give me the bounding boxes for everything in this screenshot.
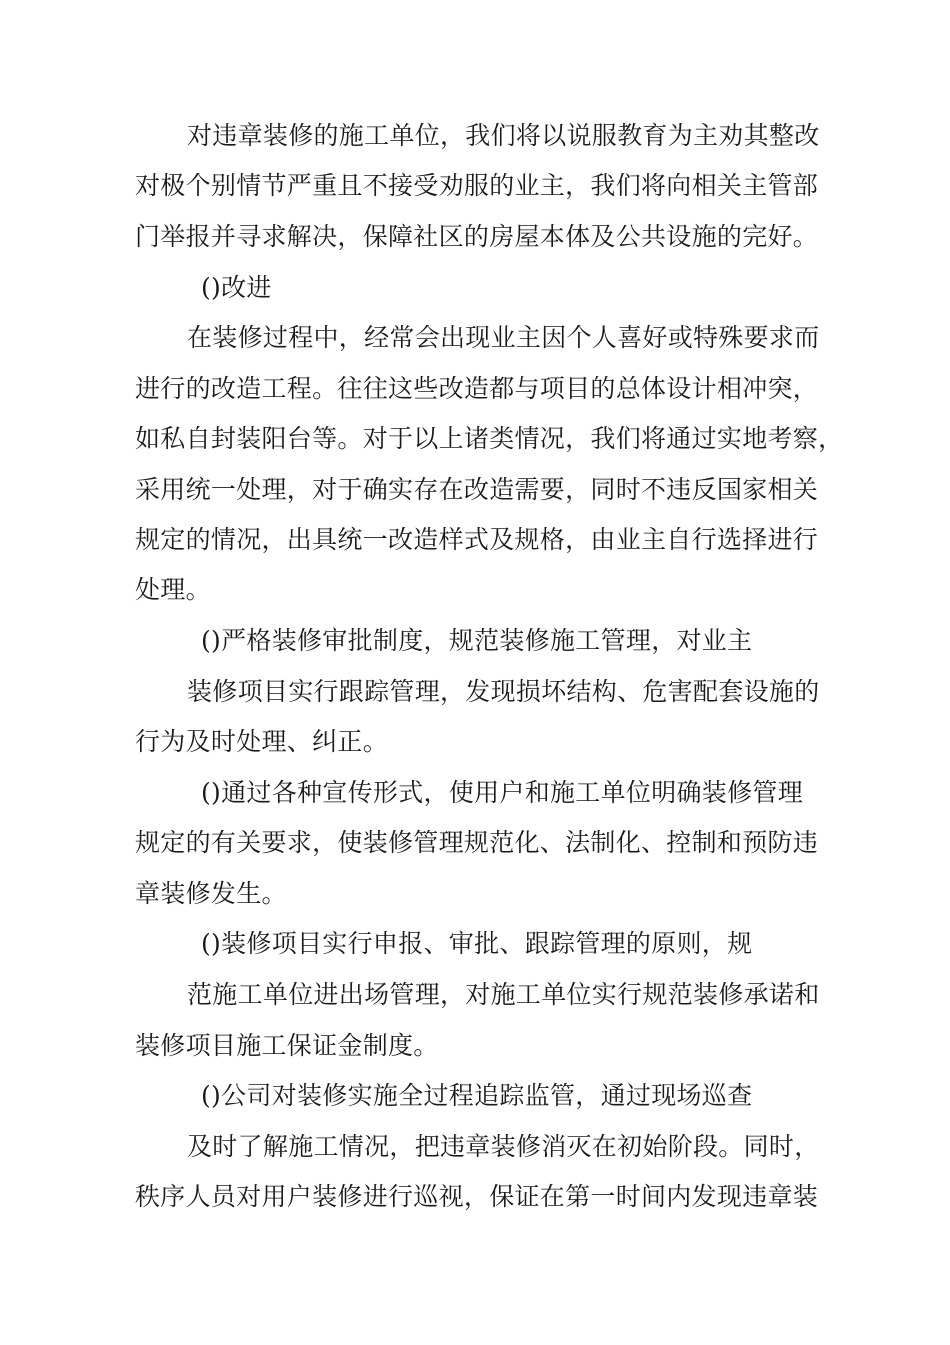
text-line: 行为及时处理、纠正。 [135, 727, 389, 756]
text-line: 装修项目实行跟踪管理，发现损坏结构、危害配套设施的 [187, 677, 820, 706]
section-heading: ()改进 [201, 273, 272, 302]
text-line: ()装修项目实行申报、审批、跟踪管理的原则，规 [201, 929, 753, 958]
text-line: 规定的情况，出具统一改造样式及规格，由业主自行选择进行 [135, 525, 819, 554]
text-line: 章装修发生。 [135, 879, 287, 908]
text-line: 处理。 [135, 575, 211, 604]
text-line: 门举报并寻求解决，保障社区的房屋本体及公共设施的完好。 [135, 222, 819, 251]
text-line: 及时了解施工情况，把违章装修消灭在初始阶段。同时， [187, 1132, 820, 1161]
text-line: 范施工单位进出场管理，对施工单位实行规范装修承诺和 [187, 980, 820, 1009]
text-line: 对极个别情节严重且不接受劝服的业主，我们将向相关主管部 [135, 171, 819, 200]
text-line: 进行的改造工程。往往这些改造都与项目的总体设计相冲突， [135, 374, 819, 403]
text-line: 在装修过程中，经常会出现业主因个人喜好或特殊要求而 [187, 323, 820, 352]
text-line: 规定的有关要求，使装修管理规范化、法制化、控制和预防违 [135, 828, 819, 857]
text-line: ()公司对装修实施全过程追踪监管，通过现场巡查 [201, 1081, 753, 1110]
text-line: 装修项目施工保证金制度。 [135, 1031, 439, 1060]
text-line: 对违章装修的施工单位，我们将以说服教育为主劝其整改 [187, 121, 820, 150]
text-line: 秩序人员对用户装修进行巡视，保证在第一时间内发现违章装 [135, 1182, 819, 1211]
text-line: 采用统一处理，对于确实存在改造需要，同时不违反国家相关 [135, 475, 819, 504]
text-line: ()通过各种宣传形式，使用户和施工单位明确装修管理 [201, 778, 804, 807]
text-line: 如私自封装阳台等。对于以上诸类情况，我们将通过实地考察， [135, 424, 844, 453]
text-line: ()严格装修审批制度，规范装修施工管理，对业主 [201, 626, 753, 655]
